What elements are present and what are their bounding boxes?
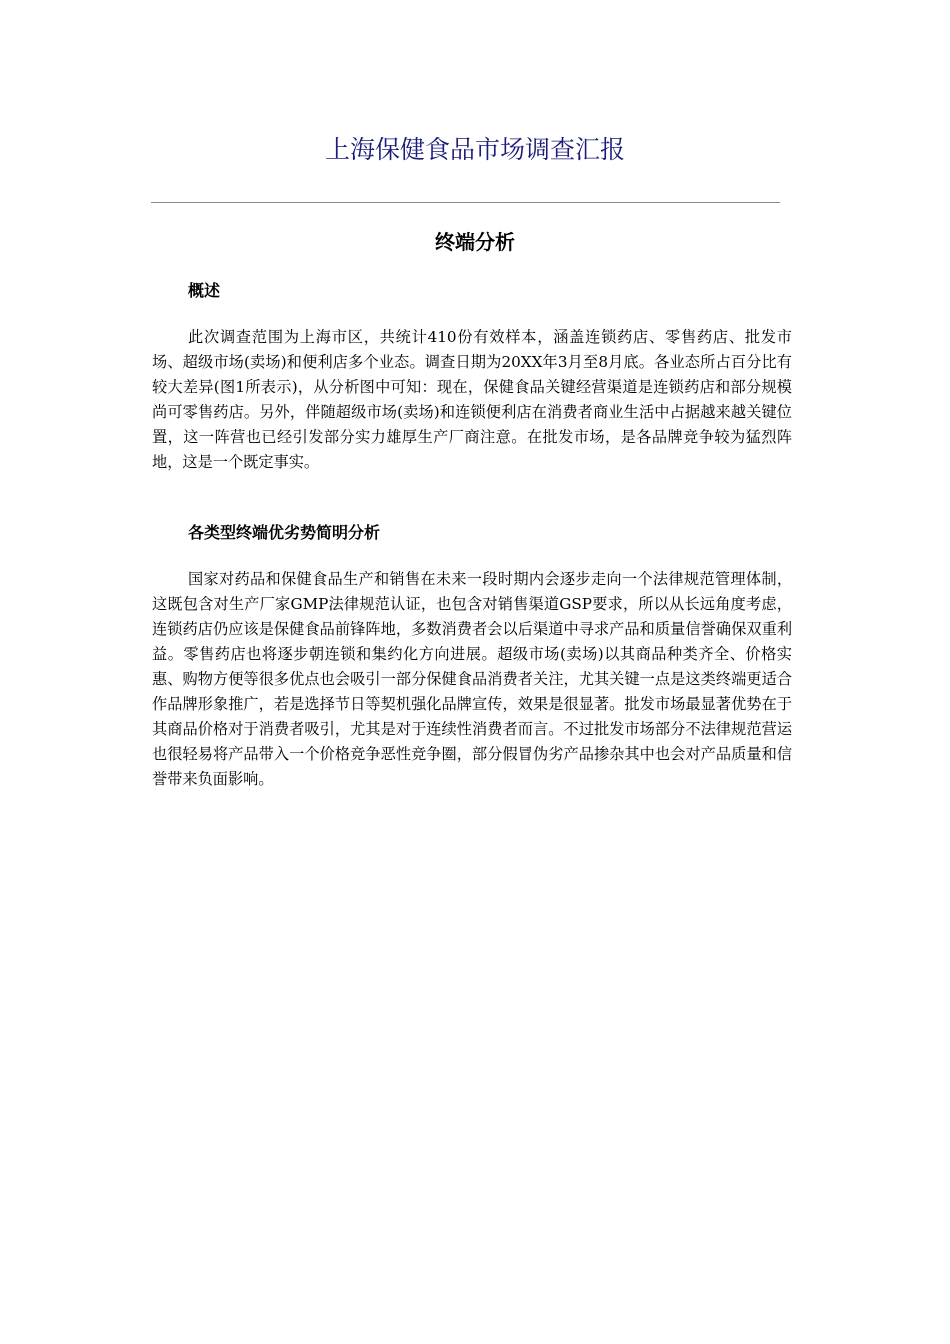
section-title: 终端分析 (435, 230, 515, 254)
document-title: 上海保健食品市场调查汇报 (324, 135, 625, 164)
title-divider (151, 202, 780, 203)
terminal-analysis-paragraph: 国家对药品和保健食品生产和销售在未来一段时期内会逐步走向一个法律规范管理体制，这既包含对生产厂家GMP法律规范认证，也包含对销售渠道GSP要求，所以从长远角度考虑，连锁药店仍应该是保健食品前锋阵地，多数消费者会以后渠道中寻求产品和质量信誉确保双重利益。零售药店也将逐步朝连锁和集约化方向进展。超级市场(卖场)以其商品种类齐全、价格实惠、购物方便等很多优点也会吸引一部分保健食品消费者关注，尤其关键一点是这类终端更适合作品牌形象推广，若是选择节日等契机强化品牌宣传，效果是很显著。批发市场最显著优势在于其商品价格对于消费者吸引，尤其是对于连续性消费者而言。不过批发市场部分不法律规范营运也很轻易将产品带入一个价格竞争恶性竞争圈，部分假冒伪劣产品掺杂其中也会对产品质量和信誉带来负面影响。 (152, 570, 792, 788)
overview-heading: 概述 (188, 281, 221, 300)
overview-paragraph: 此次调查范围为上海市区，共统计410份有效样本，涵盖连锁药店、零售药店、批发市场、超级市场(卖场)和便利店多个业态。调查日期为20XX年3月至8月底。各业态所占百分比有较大差异(图1所表示)，从分析图中可知：现在，保健食品关键经营渠道是连锁药店和部分规模尚可零售药店。另外，伴随超级市场(卖场)和连锁便利店在消费者商业生活中占据越来越关键位置，这一阵营也已经引发部分实力雄厚生产厂商注意。在批发市场，是各品牌竞争较为猛烈阵地，这是一个既定事实。 (152, 328, 792, 471)
terminal-analysis-heading: 各类型终端优劣势简明分析 (188, 523, 381, 542)
